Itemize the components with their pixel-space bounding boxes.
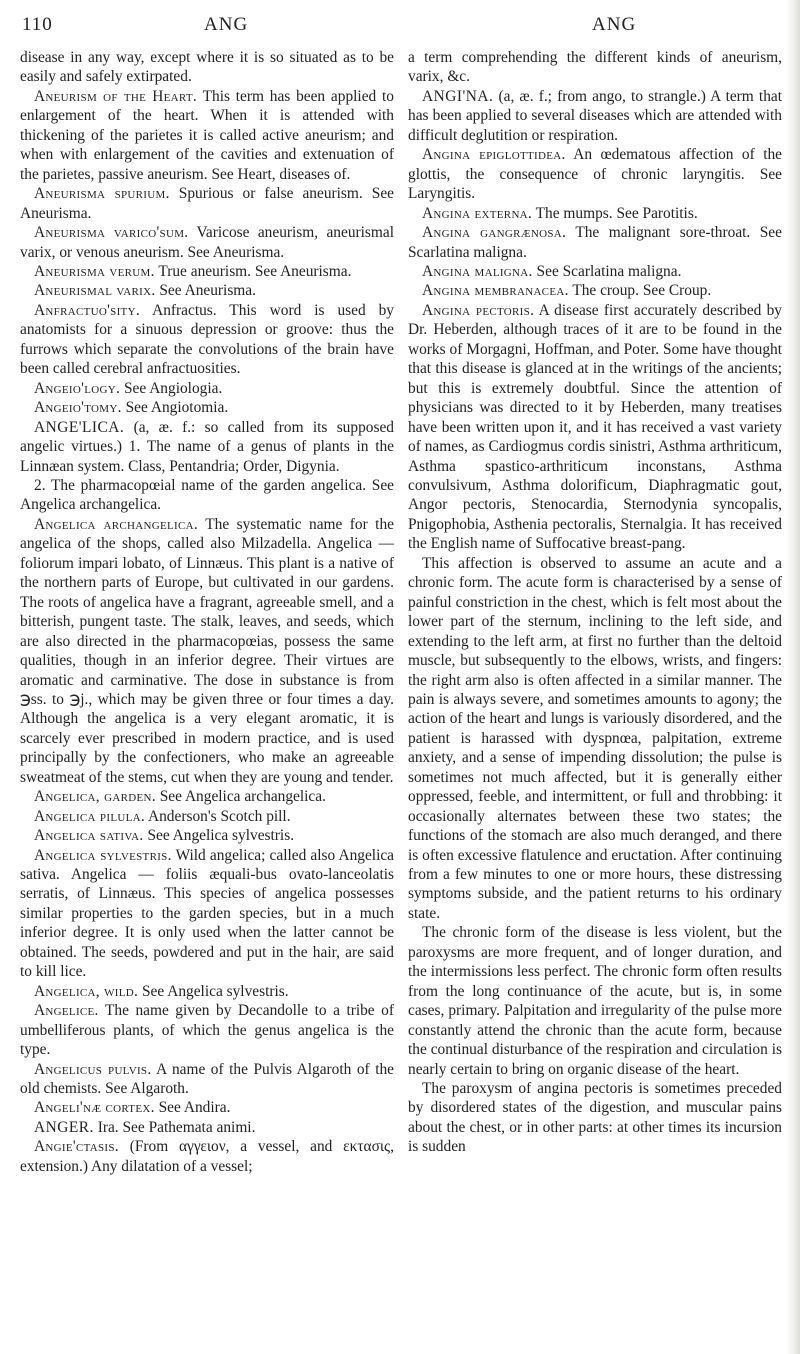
entry-headword: Angina pectoris. bbox=[422, 301, 535, 319]
page-number: 110 bbox=[22, 14, 53, 35]
dictionary-entry bbox=[408, 923, 782, 1079]
entry-text: See Scarlatina maligna. bbox=[536, 262, 682, 280]
entry-text: See Angelica archangelica. bbox=[159, 788, 326, 806]
entry-headword: Angina gangrænosa. bbox=[422, 224, 567, 242]
dictionary-entry bbox=[20, 87, 394, 184]
dictionary-entry bbox=[20, 48, 394, 87]
entry-text: See Angelica sylvestris. bbox=[147, 827, 295, 845]
dictionary-entry bbox=[408, 87, 782, 145]
dictionary-entry bbox=[20, 262, 394, 281]
entry-text: See Angelica sylvestris. bbox=[142, 982, 289, 1000]
entry-headword: Angelica, wild. bbox=[34, 982, 139, 1000]
entry-text: See Angiotomia. bbox=[125, 399, 229, 417]
entry-text: The malignant sore-throat. See Scarlatina maligna. bbox=[408, 224, 782, 261]
dictionary-entry bbox=[20, 787, 394, 806]
entry-text: (a, æ. f.; from ango, to strangle.) A term that has been applied to several diseases which are attended with difficult deglutition or respiration. bbox=[408, 87, 782, 144]
dictionary-entry bbox=[408, 554, 782, 924]
dictionary-entry bbox=[20, 1098, 394, 1117]
entry-headword: Angeio'tomy. bbox=[34, 399, 122, 417]
entry-headword: Angelice. bbox=[34, 1002, 99, 1020]
dictionary-entry bbox=[20, 398, 394, 417]
entry-headword: Aneurism of the Heart. bbox=[34, 87, 198, 105]
entry-text: See Andira. bbox=[158, 1099, 231, 1117]
dictionary-entry bbox=[20, 515, 394, 787]
entry-text: Anderson's Scotch pill. bbox=[148, 807, 291, 825]
dictionary-entry bbox=[408, 1079, 782, 1157]
dictionary-entry bbox=[408, 204, 782, 223]
entry-headword: Angeli'næ cortex. bbox=[34, 1099, 155, 1117]
dictionary-entry bbox=[20, 807, 394, 826]
entry-text: See Angiologia. bbox=[123, 379, 223, 397]
dictionary-entry bbox=[20, 184, 394, 223]
entry-text: The name given by Decandolle to a tribe of umbelliferous plants, of which the genus angelica is the type. bbox=[20, 1002, 394, 1059]
dictionary-entry bbox=[408, 262, 782, 281]
dictionary-entry bbox=[20, 982, 394, 1001]
entry-text: A disease first accurately described by Dr. Heberden, although traces of it are to be found in the works of Morgagni, Hoffman, and Poter. Some have thought that this disease is glanced at in the writings of the ancients; but this is extremely doubtful. Since the attention of physicians was directed to it by Heberden, many treatises have been written upon it, and it has received a vast variety of names, as Cardiogmus cordis sinistri, Asthma arthriticum, Asthma spastico-arthriticum inconstans, Asthma convulsivum, Asthma dolorificum, Diaphragmatic gout, Angor pectoris, Stenocardia, Sternodynia syncopalis, Pnigophobia, Asthenia pectoralis, Sternalgia. It has received the English name of Suffocative breast-pang. bbox=[408, 301, 783, 553]
entry-headword: Aneurisma spurium. bbox=[34, 185, 170, 203]
entry-headword: Angelica sativa. bbox=[34, 827, 144, 845]
entry-headword: Angina membranacea. bbox=[422, 282, 569, 300]
entry-text: This affection is observed to assume an acute and a chronic form. The acute form is characterised by a sense of painful constriction in the chest, which is felt most about the lower part of the sternum, inclining to the left side, and extending to the left arm, at first no further than the deltoid muscle, but subsequently to the elbows, wrists, and fingers: the right arm also is often affected in a similar manner. The pain is always severe, and sometimes amounts to agony; the action of the heart and lungs is variously disordered, and the patient is harassed with dyspnœa, palpitation, extreme anxiety, and a sense of impending dissolution; the pulse is sometimes not much affected, but it is generally either oppressed, feeble, and intermittent, or full and throbbing: it occasionally alternates between these two states; the functions of the stomach are also much deranged, and there is often excessive flatulence and eructation. After continuing from a few minutes to one or more hours, these distressing symptoms subside, and the patient returns to his ordinary state. bbox=[408, 554, 782, 922]
entry-text: The paroxysm of angina pectoris is sometimes preceded by disordered states of the digestion, and muscular pains about the chest, or in other parts: at other times its incursion is sudden bbox=[408, 1080, 782, 1156]
entry-text: Ira. See Pathemata animi. bbox=[97, 1118, 256, 1136]
dictionary-entry bbox=[20, 846, 394, 982]
dictionary-entry bbox=[20, 379, 394, 398]
entry-headword: Angina maligna. bbox=[422, 262, 533, 280]
entry-headword: Aneurismal varix. bbox=[34, 282, 156, 300]
left-text-column bbox=[20, 48, 394, 1176]
dictionary-entry bbox=[20, 1137, 394, 1176]
dictionary-entry bbox=[408, 281, 782, 300]
dictionary-entry bbox=[20, 301, 394, 379]
entry-text: An œdematous affection of the glottis, the consequence of chronic laryngitis. See Laryngitis. bbox=[408, 146, 782, 203]
entry-text: (From αγγειον, a vessel, and εκτασις, extension.) Any dilatation of a vessel; bbox=[20, 1138, 394, 1175]
entry-headword: Anfractuo'sity. bbox=[34, 301, 140, 319]
entry-text: Spurious or false aneurism. See Aneurisma. bbox=[20, 185, 394, 222]
dictionary-entry bbox=[20, 223, 394, 262]
entry-text: A name of the Pulvis Algaroth of the old chemists. See Algaroth. bbox=[20, 1060, 395, 1098]
dictionary-entry bbox=[20, 418, 394, 476]
entry-headword: Angina externa. bbox=[422, 204, 533, 222]
entry-headword: Angelica pilula. bbox=[34, 807, 145, 825]
entry-text: Anfractus. This word is used by anatomists for a sinuous depression or groove: thus the furrows which separate the convolutions of the brain have been called cerebral anfractuosities. bbox=[20, 301, 395, 378]
entry-headword: Angelicus pulvis. bbox=[34, 1060, 152, 1078]
entry-text: disease in any way, except where it is so situated as to be easily and safely extirpated. bbox=[20, 49, 394, 86]
entry-text: See Aneurisma. bbox=[159, 282, 256, 300]
right-text-column bbox=[408, 48, 782, 1157]
entry-headword: Angelica sylvestris. bbox=[34, 846, 172, 864]
dictionary-entry bbox=[20, 1001, 394, 1059]
entry-headword: ANGI'NA. bbox=[422, 87, 494, 105]
entry-text: 2. The pharmacopœial name of the garden angelica. See Angelica archangelica. bbox=[20, 476, 394, 514]
dictionary-entry bbox=[408, 301, 782, 554]
entry-headword: Aneurisma varico'sum. bbox=[34, 224, 189, 242]
dictionary-entry bbox=[20, 1060, 394, 1099]
entry-headword: Angelica archangelica. bbox=[34, 515, 199, 533]
dictionary-entry bbox=[408, 145, 782, 203]
dictionary-entry bbox=[20, 826, 394, 845]
entry-text: a term comprehending the different kinds of aneurism, varix, &c. bbox=[408, 49, 782, 86]
running-header bbox=[22, 14, 778, 40]
entry-headword: Aneurisma verum. bbox=[34, 262, 155, 280]
dictionary-entry bbox=[408, 223, 782, 262]
entry-text: This term has been applied to enlargement of the heart. When it is attended with thickening of the parietes it is called active aneurism; and when with enlargement of the cavities and extenuation of the parietes, passive aneurism. See Heart, diseases of. bbox=[20, 87, 394, 183]
entry-text: (a, æ. f.: so called from its supposed angelic virtues.) 1. The name of a genus of plants in the Linnæan system. Class, Pentandria; Order, Digynia. bbox=[20, 418, 394, 475]
entry-headword: Angelica, garden. bbox=[34, 788, 156, 806]
entry-headword: ANGER. bbox=[34, 1118, 94, 1136]
entry-text: Varicose aneurism, aneurismal varix, or venous aneurism. See Aneurisma. bbox=[20, 224, 394, 261]
running-head-left: ANG bbox=[204, 14, 249, 35]
entry-text: The mumps. See Parotitis. bbox=[535, 204, 698, 222]
entry-text: The chronic form of the disease is less violent, but the paroxysms are more frequent, and of longer duration, and the intermissions less perfect. The chronic form often results from the long continuance of the acute, but is, in some cases, primary. Palpitation and irregularity of the pulse more constantly attend the chronic than the acute form, because the continual disturbance of the respiration and circulation is nearly certain to bring on organic disease of the heart. bbox=[408, 924, 782, 1078]
dictionary-entry bbox=[408, 48, 782, 87]
entry-headword: Angie'ctasis. bbox=[34, 1138, 119, 1156]
entry-text: True aneurism. See Aneurisma. bbox=[158, 262, 352, 280]
dictionary-entry bbox=[20, 476, 394, 515]
entry-headword: ANGE'LICA. bbox=[34, 418, 125, 436]
entry-text: The croup. See Croup. bbox=[572, 282, 712, 300]
entry-headword: Angeio'logy. bbox=[34, 379, 121, 397]
entry-headword: Angina epiglottidea. bbox=[422, 146, 566, 164]
running-head-right: ANG bbox=[592, 14, 637, 35]
page-binding-shadow bbox=[786, 0, 800, 1354]
dictionary-entry bbox=[20, 281, 394, 300]
dictionary-entry bbox=[20, 1118, 394, 1137]
entry-text: The systematic name for the angelica of the shops, called also Milzadella. Angelica — foliorum impari lobato, of Linnæus. This plant is a native of the northern parts of Europe, but cultivated in our gardens. The roots of angelica have a fragrant, agreeable smell, and a bitterish, pungent taste. The stalk, leaves, and seeds, which are also directed in the pharmacopœias, possess the same qualities, though in an inferior degree. Their virtues are aromatic and carminative. The dose in substance is from ℈ss. to ℈j., which may be given three or four times a day. Although the angelica is a very elegant aromatic, it is scarcely ever prescribed in modern practice, and is used principally by the confectioners, who make an agreeable sweatmeat of the stems, cut when they are young and tender. bbox=[20, 515, 394, 786]
entry-text: Wild angelica; called also Angelica sativa. Angelica — foliis æquali-bus ovato-lanceolatis serratis, of Linnæus. This species of angelica possesses similar properties to the garden species, but in a much inferior degree. It is only used when the latter cannot be obtained. The seeds, powdered and put in the hair, are said to kill lice. bbox=[20, 846, 395, 981]
